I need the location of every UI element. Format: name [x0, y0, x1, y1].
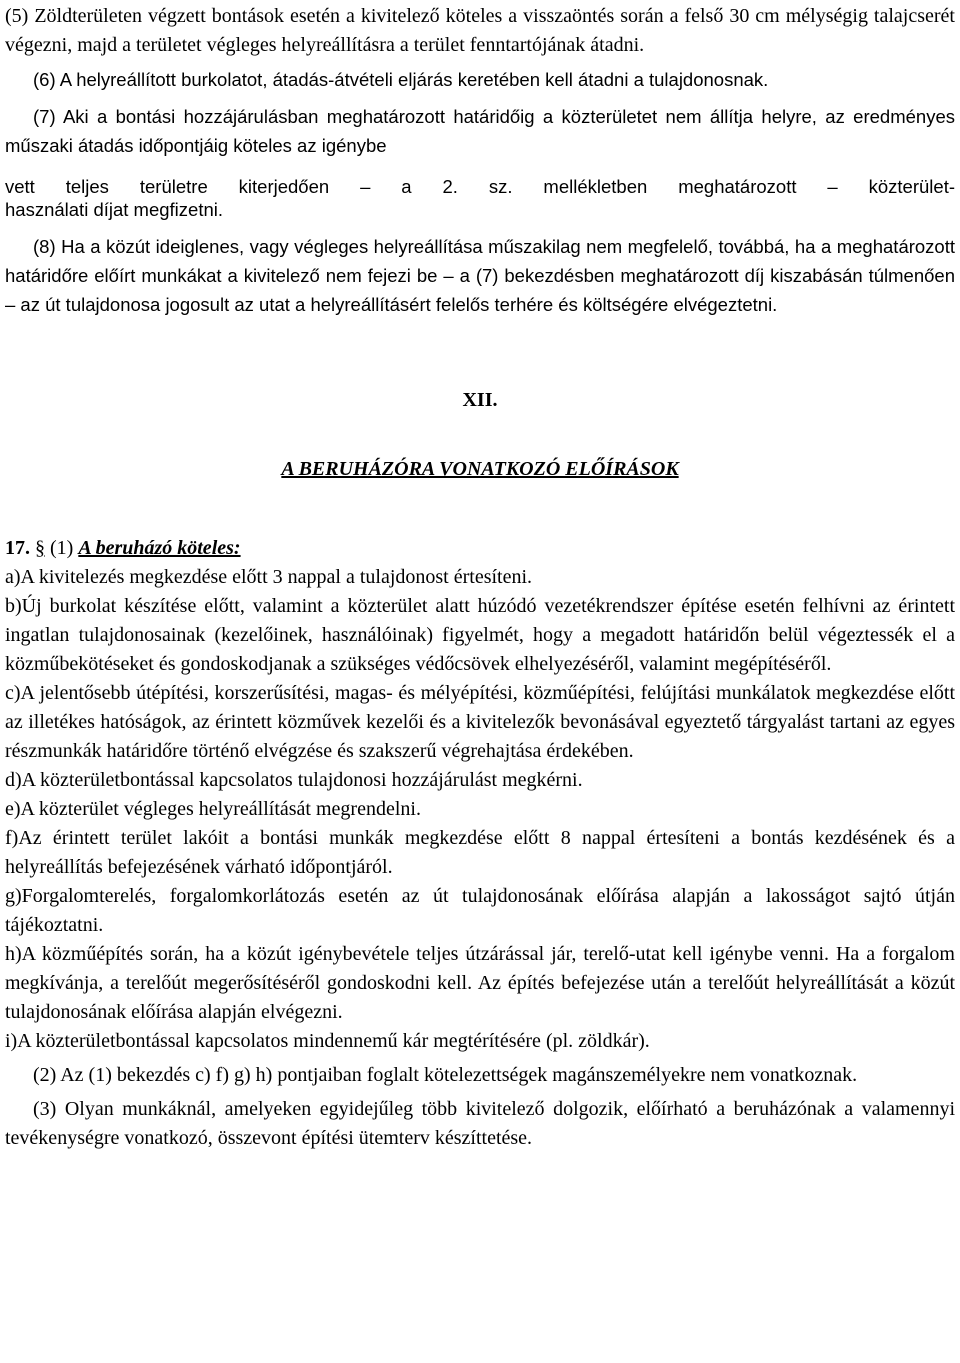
section-17-heading: 17. § (1) A beruházó köteles: [5, 537, 241, 559]
para-17-3: (3) Olyan munkáknál, amelyeken egyidejűleg több kivitelező dolgozik, előírható a beruházónak a valamennyi tevékenységre vonatkozó, összevont építési ütemterv készíttetése. [5, 1098, 955, 1149]
chapter-title: A BERUHÁZÓRA VONATKOZÓ ELŐÍRÁSOK [281, 458, 679, 480]
para-7-cont: vett teljes területre kiterjedően – a 2. sz. mellékletben meghatározott – közterület- [5, 176, 955, 197]
para-17-2: (2) Az (1) bekezdés c) f) g) h) pontjaiban foglalt kötelezettségek magánszemélyekre nem vonatkoznak. [33, 1064, 858, 1086]
document-page [5, 0, 955, 1153]
item-c: c)A jelentősebb útépítési, korszerűsítési, magas- és mélyépítési, közműépítési, felújítási munkálatok megkezdése előtt az illetékes hatóságok, az érintett közművek kezelői és a kivitelezők bevonásával egyeztető tárgyalást tartani az egyes részmunkák határidőre történő elvégzése és szakszerű végrehajtása érdekében. [5, 682, 955, 762]
chapter-number: XII. [462, 389, 498, 411]
item-g: g)Forgalomterelés, forgalomkorlátozás esetén az út tulajdonosának előírása alapján a lakosságot sajtó útján tájékoztatni. [5, 885, 955, 936]
item-a: a)A kivitelezés megkezdése előtt 3 nappal a tulajdonost értesíteni. [5, 566, 533, 588]
para-7: (7) Aki a bontási hozzájárulásban meghatározott határidőig a közterületet nem állítja helyre, az eredményes műszaki átadás időpontjáig köteles az igénybe [5, 106, 955, 156]
item-b: b)Új burkolat készítése előtt, valamint a közterület alatt húzódó vezetékrendszer építése esetén felhívni az érintett ingatlan tulajdonosainak (kezelőinek, használóinak) figyelmét, hogy a megadott határidőn belül végeztessék el a közműbekötéseket és gondoskodjanak a szükséges védőcsövek elhelyezéséről, valamint megépítéséről. [5, 595, 955, 675]
item-d: d)A közterületbontással kapcsolatos tulajdonosi hozzájárulást megkérni. [5, 769, 583, 791]
item-h: h)A közműépítés során, ha a közút igénybevétele teljes útzárással jár, terelő-utat kell igénybe venni. Ha a forgalom megkívánja, a terelőút megerősítéséről gondoskodni kell. Az építés befejezése után a terelőút helyreállítását a közút tulajdonosának előírása alapján elvégezni. [5, 943, 955, 1023]
item-f: f)Az érintett terület lakóit a bontási munkák megkezdése előtt 8 nappal értesíteni a bontás kezdésének és a helyreállítás befejezésének várható időpontjáról. [5, 827, 955, 878]
item-i: i)A közterületbontással kapcsolatos mindennemű kár megtérítésére (pl. zöldkár). [5, 1030, 650, 1052]
para-8: (8) Ha a közút ideiglenes, vagy végleges helyreállítása műszakilag nem megfelelő, továbbá, ha a meghatározott határidőre előírt munkákat a kivitelező nem fejezi be – a (7) bekezdésben meghatározott díj kiszabásán túlmenően – az út tulajdonosa jogosult az utat a helyreállításért felelős terhére és költségére elvégeztetni. [5, 236, 955, 315]
item-e: e)A közterület végleges helyreállítását megrendelni. [5, 798, 421, 820]
para-5: (5) Zöldterületen végzett bontások esetén a kivitelező köteles a visszaöntés során a felső 30 cm mélységig talajcserét végezni, majd a területet végleges helyreállításra a terület fenntartójának átadni. [5, 5, 955, 56]
para-7-end: használati díjat megfizetni. [5, 199, 224, 220]
para-6: (6) A helyreállított burkolatot, átadás-átvételi eljárás keretében kell átadni a tulajdonosnak. [33, 69, 769, 90]
